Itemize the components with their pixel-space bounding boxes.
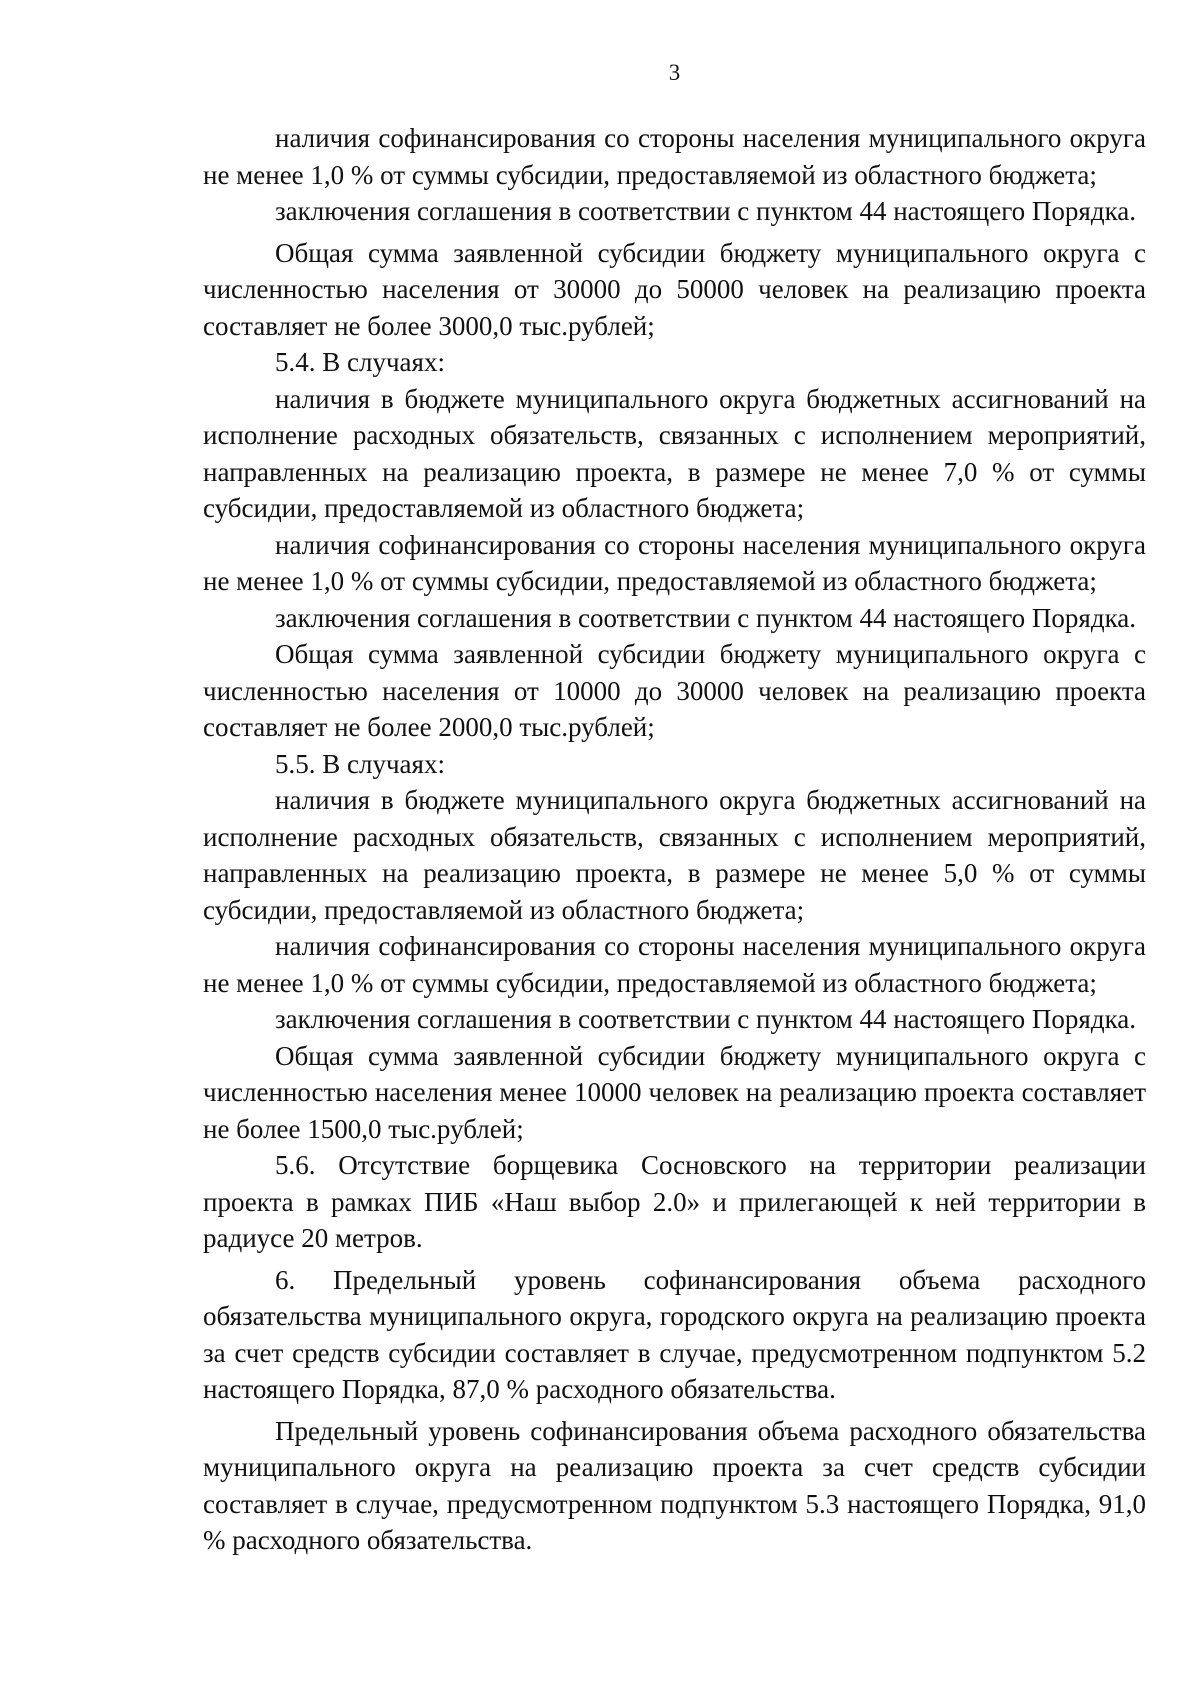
paragraph-agreement-2: заключения соглашения в соответствии с пунктом 44 настоящего Порядка. <box>275 602 1137 633</box>
paragraph-total-subsidy-10000-30000: Общая сумма заявленной субсидии бюджету муниципального округа с численностью населения от 10000 до 30000 человек на реализацию проекта составляет не более 2000,0 тыс.рублей; <box>203 639 1146 742</box>
page-number: 3 <box>668 60 681 85</box>
paragraph-limit-level-5-3: Предельный уровень софинансирования объема расходного обязательства муниципального округа на реализацию проекта за счет средств субсидии составляет в случае, предусмотренном подпунктом 5.3 настоящего Порядка, 91,0 % расходного обязательства. <box>203 1415 1146 1555</box>
paragraph-agreement-3: заключения соглашения в соответствии с пунктом 44 настоящего Порядка. <box>275 1004 1137 1034</box>
paragraph-clause-6: 6. Предельный уровень софинансирования объема расходного обязательства муниципального округа, городского округа на реализацию проекта за счет средств субсидии составляет в случае, предусмотренном подпунктом 5.2 настоящего Порядка, 87,0 % расходного обязательства. <box>203 1264 1146 1404</box>
paragraph-clause-5-4: 5.4. В случаях: <box>275 347 445 377</box>
paragraph-total-subsidy-under-10000: Общая сумма заявленной субсидии бюджету муниципального округа с численностью населения менее 10000 человек на реализацию проекта составляет не более 1500,0 тыс.рублей; <box>203 1040 1146 1144</box>
paragraph-budget-allocations-5: наличия в бюджете муниципального округа бюджетных ассигнований на исполнение расходных обязательств, связанных с исполнением мероприятий, направленных на реализацию проекта, в размере не менее 5,0 % от суммы субсидии, предоставляемой из областного бюджета; <box>203 785 1146 925</box>
paragraph-agreement-1: заключения соглашения в соответствии с пунктом 44 настоящего Порядка. <box>275 196 1137 226</box>
paragraph-cofinancing-population-2: наличия софинансирования со стороны населения муниципального округа не менее 1,0 % от суммы субсидии, предоставляемой из областного бюджета; <box>203 529 1146 596</box>
paragraph-clause-5-6: 5.6. Отсутствие борщевика Сосновского на территории реализации проекта в рамках ПИБ «Наш выбор 2.0» и прилегающей к ней территории в радиусе 20 метров. <box>203 1150 1146 1253</box>
paragraph-cofinancing-population-1: наличия софинансирования со стороны населения муниципального округа не менее 1,0 % от суммы субсидии, предоставляемой из областного бюджета; <box>203 123 1146 190</box>
paragraph-total-subsidy-30000-50000: Общая сумма заявленной субсидии бюджету муниципального округа с численностью населения от 30000 до 50000 человек на реализацию проекта составляет не более 3000,0 тыс.рублей; <box>203 237 1146 341</box>
paragraph-budget-allocations-7: наличия в бюджете муниципального округа бюджетных ассигнований на исполнение расходных обязательств, связанных с исполнением мероприятий, направленных на реализацию проекта, в размере не менее 7,0 % от суммы субсидии, предоставляемой из областного бюджета; <box>203 383 1146 523</box>
paragraph-cofinancing-population-3: наличия софинансирования со стороны населения муниципального округа не менее 1,0 % от суммы субсидии, предоставляемой из областного бюджета; <box>203 931 1146 998</box>
document-body <box>203 120 1146 1559</box>
paragraph-clause-5-5: 5.5. В случаях: <box>275 748 445 779</box>
